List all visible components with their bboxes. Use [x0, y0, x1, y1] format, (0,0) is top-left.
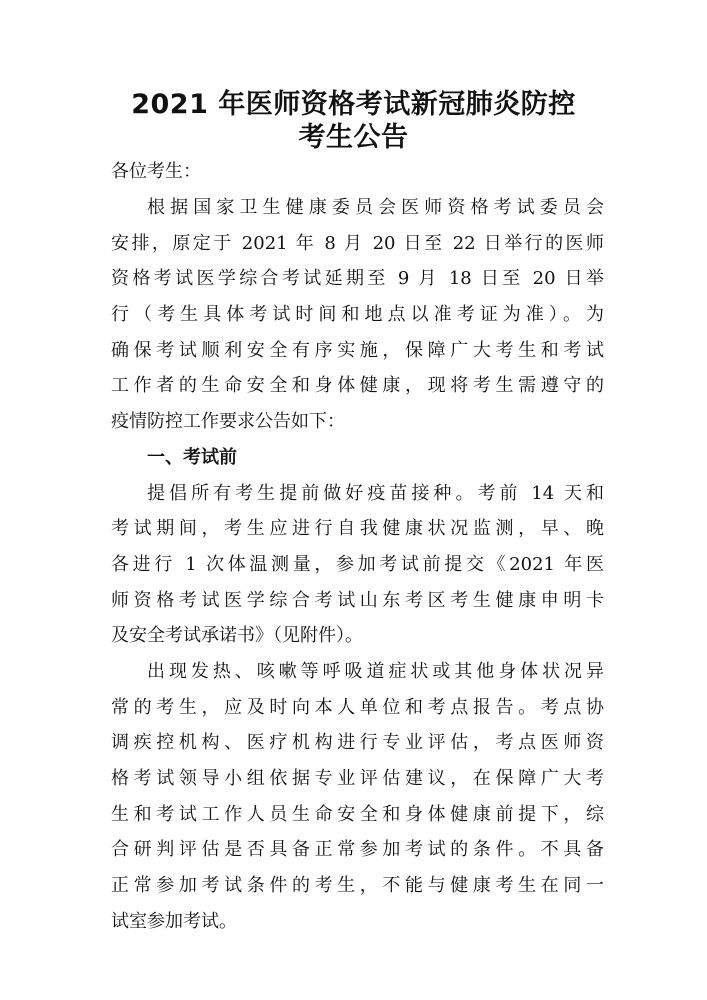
- paragraph-2-line-3: 各进行 1 次体温测量，参加考试前提交《2021 年医: [111, 554, 604, 575]
- paragraph-1-line-5: 确保考试顺利安全有序实施，保障广大考生和考试: [111, 340, 604, 361]
- paragraph-3-line-4: 格考试领导小组依据专业评估建议，在保障广大考: [111, 768, 604, 789]
- paragraph-1-line-1: 根据国家卫生健康委员会医师资格考试委员会: [147, 197, 604, 218]
- paragraph-2-line-4: 师资格考试医学综合考试山东考区考生健康申明卡: [111, 590, 604, 611]
- paragraph-2-line-5: 及安全考试承诺书》（见附件）。: [111, 625, 363, 646]
- paragraph-1-line-4: 行（考生具体考试时间和地点以准考证为准）。为: [111, 304, 604, 325]
- paragraph-1-line-3: 资格考试医学综合考试延期至 9 月 18 日至 20 日举: [111, 268, 604, 289]
- paragraph-3-line-5: 生和考试工作人员生命安全和身体健康前提下，综: [111, 804, 604, 825]
- paragraph-1-line-7: 疫情防控工作要求公告如下：: [111, 411, 345, 432]
- paragraph-3-line-2: 常的考生，应及时向本人单位和考点报告。考点协: [111, 697, 604, 718]
- greeting: 各位考生：: [111, 161, 201, 182]
- paragraph-2-line-2: 考试期间，考生应进行自我健康状况监测，早、晚: [111, 518, 604, 539]
- section-heading: 一、考试前: [147, 447, 237, 468]
- paragraph-3-line-3: 调疾控机构、医疗机构进行专业评估，考点医师资: [111, 732, 604, 753]
- paragraph-3-line-7: 正常参加考试条件的考生，不能与健康考生在同一: [111, 875, 604, 896]
- title-line-2: 考生公告: [298, 122, 409, 153]
- paragraph-1-line-2: 安排，原定于 2021 年 8 月 20 日至 22 日举行的医师: [111, 233, 604, 254]
- paragraph-3-line-8: 试室参加考试。: [111, 911, 237, 932]
- title-line-1: 2021 年医师资格考试新冠肺炎防控: [131, 89, 576, 120]
- paragraph-2-line-1: 提倡所有考生提前做好疫苗接种。考前 14 天和: [147, 483, 604, 504]
- paragraph-1-line-6: 工作者的生命安全和身体健康，现将考生需遵守的: [111, 375, 604, 396]
- paragraph-3-line-1: 出现发热、咳嗽等呼吸道症状或其他身体状况异: [147, 661, 604, 682]
- paragraph-3-line-6: 合研判评估是否具备正常参加考试的条件。不具备: [111, 839, 604, 860]
